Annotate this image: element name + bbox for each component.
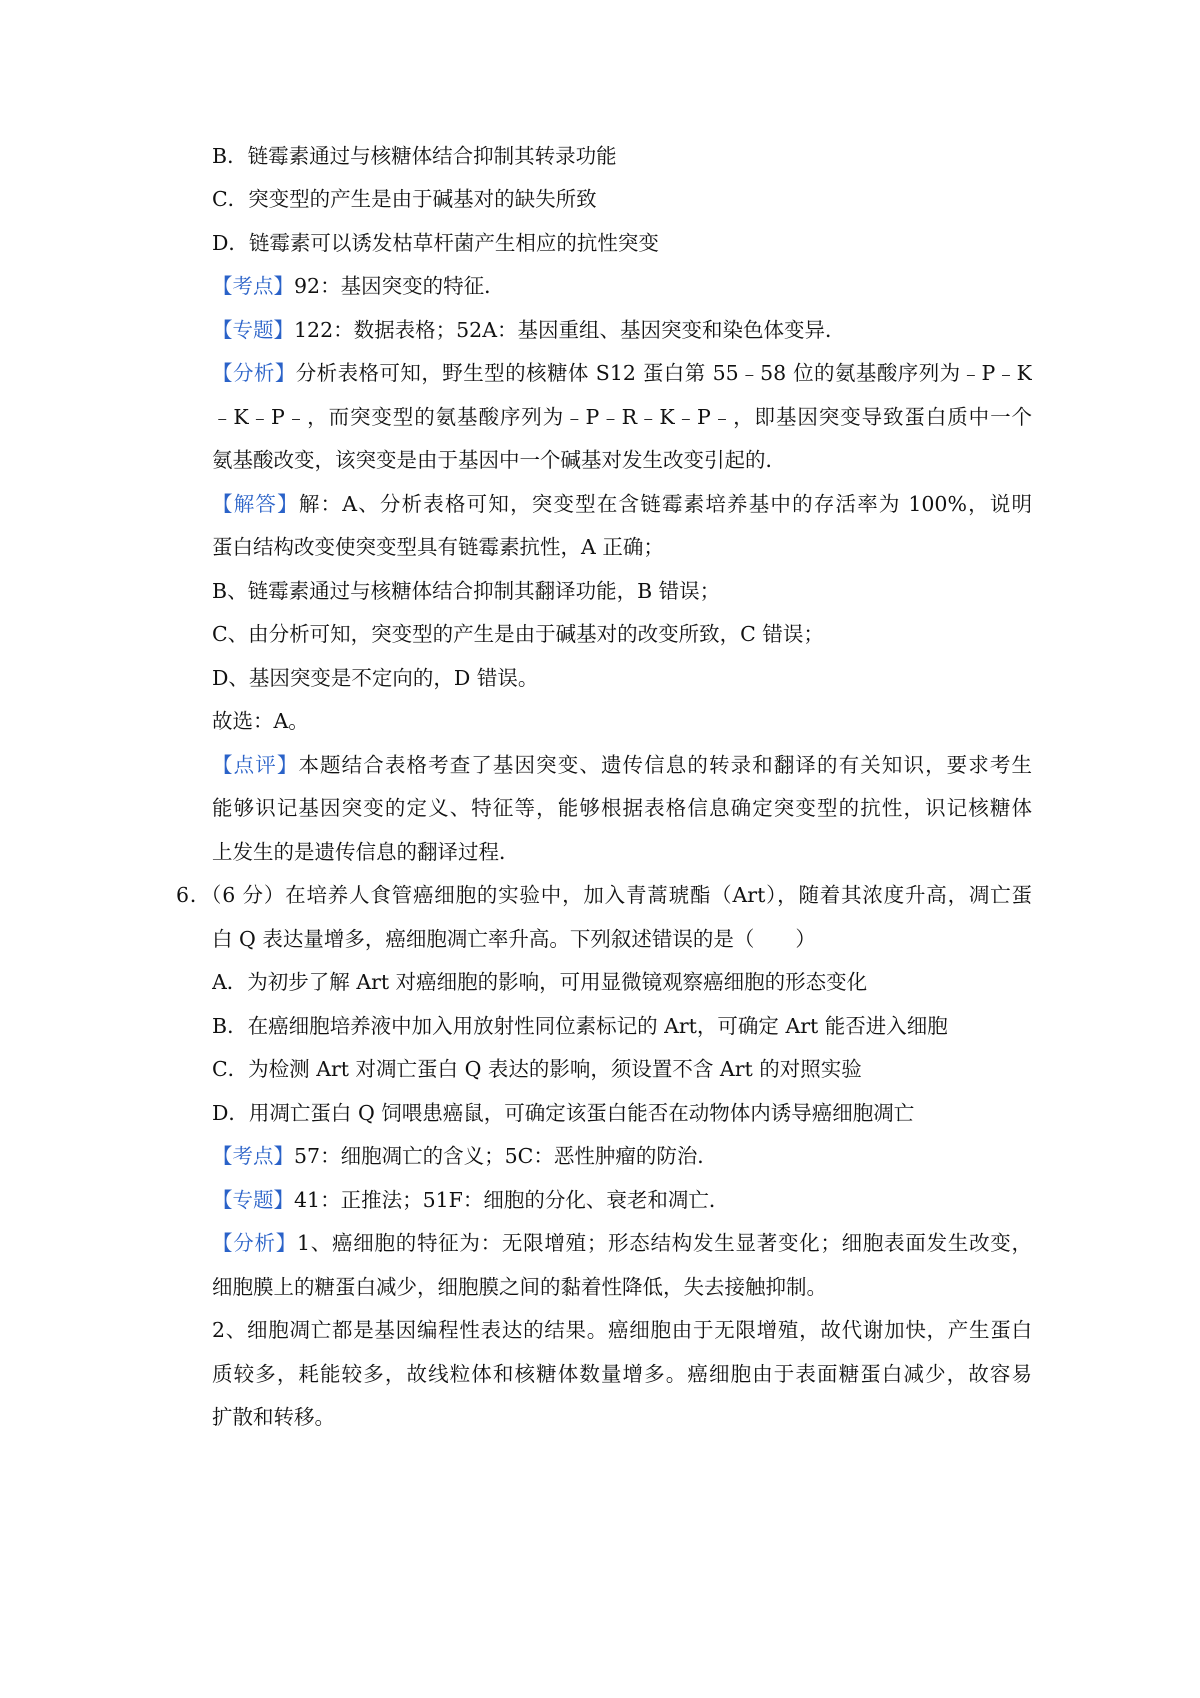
q5-option-b: B．链霉素通过与核糖体结合抑制其转录功能 [212, 144, 617, 168]
fenxi-tag: 【分析】 [212, 361, 296, 385]
fenxi-text: 1、癌细胞的特征为：无限增殖；形态结构发生显著变化；细胞表面发生改变， [296, 1231, 1032, 1255]
q6-fenxi-line2: 细胞膜上的糖蛋白减少，细胞膜之间的黏着性降低，失去接触抑制。 [212, 1275, 827, 1299]
q5-kaodian [212, 271, 1032, 301]
fenxi-tag: 【分析】 [212, 1231, 297, 1255]
zhuanti-text: 122：数据表格；52A：基因重组、基因突变和染色体变异． [294, 318, 846, 342]
jieda-text: 解：A、分析表格可知，突变型在含链霉素培养基中的存活率为 100%，说明 [298, 492, 1032, 516]
q6-fenxi-line3: 2、细胞凋亡都是基因编程性表达的结果。癌细胞由于无限增殖，故代谢加快，产生蛋白 [212, 1318, 1032, 1342]
q6-fenxi-line4: 质较多，耗能较多，故线粒体和核糖体数量增多。癌细胞由于表面糖蛋白减少，故容易 [212, 1362, 1032, 1386]
kaodian-tag: 【考点】 [212, 1144, 294, 1168]
q5-jieda-line2: 蛋白结构改变使突变型具有链霉素抗性，A 正确； [212, 535, 664, 559]
q5-option-d: D．链霉素可以诱发枯草杆菌产生相应的抗性突变 [212, 231, 659, 255]
q6-kaodian [212, 1141, 1032, 1171]
q6-fenxi-line5: 扩散和转移。 [212, 1405, 335, 1429]
q6-option-d: D．用凋亡蛋白 Q 饲喂患癌鼠，可确定该蛋白能否在动物体内诱导癌细胞凋亡 [212, 1101, 915, 1125]
q5-jieda-line5: D、基因突变是不定向的，D 错误。 [212, 666, 539, 690]
q5-fenxi-line2: ﹣K﹣P﹣，而突变型的氨基酸序列为﹣P﹣R﹣K﹣P﹣，即基因突变导致蛋白质中一个 [212, 405, 1032, 429]
q5-jieda-line1 [212, 489, 1032, 519]
q6-zhuanti [212, 1185, 1032, 1215]
kaodian-text: 57：细胞凋亡的含义；5C：恶性肿瘤的防治． [294, 1144, 718, 1168]
kaodian-tag: 【考点】 [212, 274, 294, 298]
q5-zhuanti [212, 315, 1032, 345]
fenxi-text: 分析表格可知，野生型的核糖体 S12 蛋白第 55﹣58 位的氨基酸序列为﹣P﹣K [295, 361, 1032, 385]
q6-fenxi-line1 [212, 1228, 1032, 1258]
kaodian-text: 92：基因突变的特征． [294, 274, 505, 298]
dianping-tag: 【点评】 [212, 753, 299, 777]
q6-stem-line2: 白 Q 表达量增多，癌细胞凋亡率升高。下列叙述错误的是（ ） [212, 927, 816, 951]
zhuanti-tag: 【专题】 [212, 1188, 294, 1212]
q5-fenxi-line1 [212, 358, 1032, 388]
zhuanti-text: 41：正推法；51F：细胞的分化、衰老和凋亡． [294, 1188, 730, 1212]
q6-option-c: C．为检测 Art 对凋亡蛋白 Q 表达的影响，须设置不含 Art 的对照实验 [212, 1057, 862, 1081]
q5-option-c: C．突变型的产生是由于碱基对的缺失所致 [212, 187, 597, 211]
zhuanti-tag: 【专题】 [212, 318, 294, 342]
dianping-text: 本题结合表格考查了基因突变、遗传信息的转录和翻译的有关知识，要求考生 [298, 753, 1032, 777]
jieda-tag: 【解答】 [212, 492, 299, 516]
q5-jieda-line3: B、链霉素通过与核糖体结合抑制其翻译功能，B 错误； [212, 579, 721, 603]
q5-fenxi-line3: 氨基酸改变，该突变是由于基因中一个碱基对发生改变引起的． [212, 448, 786, 472]
q5-jieda-line4: C、由分析可知，突变型的产生是由于碱基对的改变所致，C 错误； [212, 622, 824, 646]
q5-dianping-line1 [212, 750, 1032, 780]
q5-dianping-line2: 能够识记基因突变的定义、特征等，能够根据表格信息确定突变型的抗性，识记核糖体 [212, 796, 1032, 820]
q6-option-b: B．在癌细胞培养液中加入用放射性同位素标记的 Art，可确定 Art 能否进入细胞 [212, 1014, 948, 1038]
q5-jieda-line6: 故选：A。 [212, 709, 309, 733]
q6-stem-line1: 6．（6 分）在培养人食管癌细胞的实验中，加入青蒿琥酯（Art），随着其浓度升高，凋亡蛋 [176, 883, 1032, 907]
q6-option-a: A．为初步了解 Art 对癌细胞的影响，可用显微镜观察癌细胞的形态变化 [212, 970, 868, 994]
q5-dianping-line3: 上发生的是遗传信息的翻译过程． [212, 840, 520, 864]
